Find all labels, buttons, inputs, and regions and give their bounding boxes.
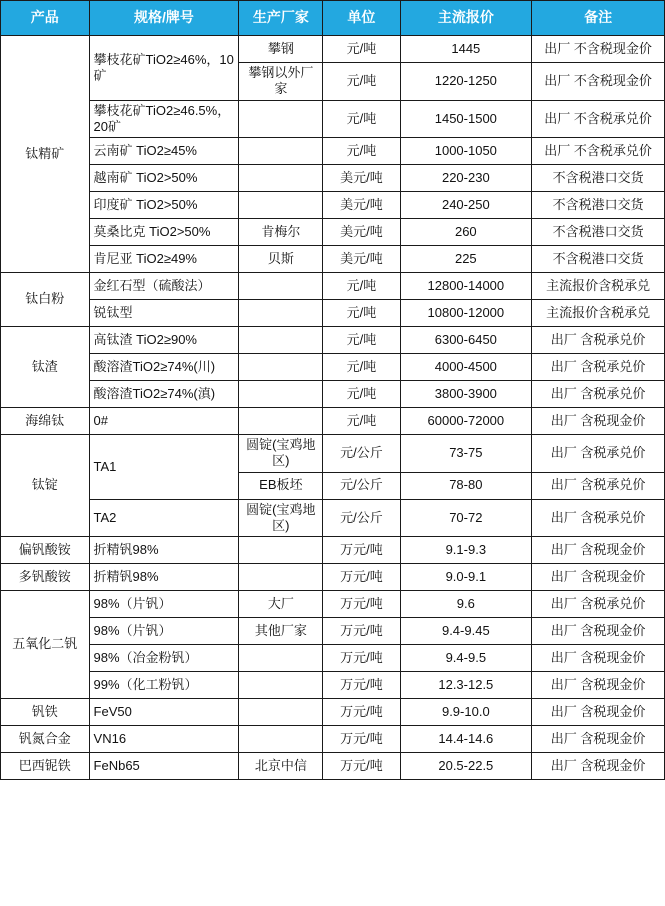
- cell-manufacturer: [239, 672, 323, 699]
- cell-manufacturer: [239, 564, 323, 591]
- cell-note: 出厂 含税现金价: [532, 564, 665, 591]
- cell-manufacturer: 圆锭(宝鸡地区): [239, 435, 323, 473]
- cell-product: 五氧化二钒: [1, 591, 90, 699]
- cell-price: 73-75: [400, 435, 532, 473]
- cell-price: 9.4-9.5: [400, 645, 532, 672]
- cell-spec: 莫桑比克 TiO2>50%: [89, 219, 239, 246]
- cell-product: 钛精矿: [1, 36, 90, 273]
- cell-price: 240-250: [400, 192, 532, 219]
- cell-product: 钛渣: [1, 327, 90, 408]
- table-row: [1, 300, 665, 327]
- cell-note: 不含税港口交货: [532, 165, 665, 192]
- cell-manufacturer: [239, 537, 323, 564]
- cell-note: 主流报价含税承兑: [532, 300, 665, 327]
- cell-product: 多钒酸铵: [1, 564, 90, 591]
- cell-price: 12.3-12.5: [400, 672, 532, 699]
- cell-note: 出厂 含税承兑价: [532, 499, 665, 537]
- cell-price: 4000-4500: [400, 354, 532, 381]
- cell-note: 出厂 含税承兑价: [532, 354, 665, 381]
- cell-price: 1220-1250: [400, 63, 532, 101]
- cell-unit: 万元/吨: [323, 726, 400, 753]
- table-row: [1, 435, 665, 473]
- table-row: [1, 36, 665, 63]
- table-row: [1, 246, 665, 273]
- cell-spec: 印度矿 TiO2>50%: [89, 192, 239, 219]
- cell-unit: 元/公斤: [323, 435, 400, 473]
- cell-price: 1000-1050: [400, 138, 532, 165]
- cell-price: 6300-6450: [400, 327, 532, 354]
- cell-price: 1450-1500: [400, 100, 532, 138]
- cell-price: 60000-72000: [400, 408, 532, 435]
- cell-price: 225: [400, 246, 532, 273]
- table-row: [1, 699, 665, 726]
- cell-manufacturer: 北京中信: [239, 753, 323, 780]
- cell-price: 20.5-22.5: [400, 753, 532, 780]
- cell-manufacturer: [239, 165, 323, 192]
- cell-note: 不含税港口交货: [532, 246, 665, 273]
- cell-manufacturer: [239, 138, 323, 165]
- cell-manufacturer: [239, 273, 323, 300]
- header-unit: 单位: [323, 1, 400, 36]
- cell-product: 偏钒酸铵: [1, 537, 90, 564]
- cell-spec: 越南矿 TiO2>50%: [89, 165, 239, 192]
- cell-price: 3800-3900: [400, 381, 532, 408]
- cell-spec: 酸溶渣TiO2≥74%(滇): [89, 381, 239, 408]
- cell-price: 9.6: [400, 591, 532, 618]
- table-row: [1, 672, 665, 699]
- table-row: [1, 645, 665, 672]
- cell-unit: 美元/吨: [323, 246, 400, 273]
- cell-spec: 锐钛型: [89, 300, 239, 327]
- cell-unit: 元/公斤: [323, 472, 400, 499]
- header-manufacturer: 生产厂家: [239, 1, 323, 36]
- cell-note: 出厂 含税承兑价: [532, 435, 665, 473]
- cell-manufacturer: [239, 354, 323, 381]
- cell-unit: 万元/吨: [323, 537, 400, 564]
- cell-unit: 元/吨: [323, 408, 400, 435]
- cell-spec: 攀枝花矿TiO2≥46.5%，20矿: [89, 100, 239, 138]
- table-row: [1, 618, 665, 645]
- table-header: [1, 1, 665, 36]
- cell-product: 钒铁: [1, 699, 90, 726]
- cell-unit: 元/吨: [323, 63, 400, 101]
- cell-price: 70-72: [400, 499, 532, 537]
- cell-note: 出厂 含税承兑价: [532, 472, 665, 499]
- header-note: 备注: [532, 1, 665, 36]
- table-row: [1, 408, 665, 435]
- cell-price: 14.4-14.6: [400, 726, 532, 753]
- cell-manufacturer: [239, 192, 323, 219]
- header-spec: 规格/牌号: [89, 1, 239, 36]
- cell-price: 9.9-10.0: [400, 699, 532, 726]
- cell-price: 9.0-9.1: [400, 564, 532, 591]
- cell-spec: TA1: [89, 435, 239, 500]
- cell-unit: 元/吨: [323, 36, 400, 63]
- cell-note: 出厂 不含税承兑价: [532, 138, 665, 165]
- cell-product: 钒氮合金: [1, 726, 90, 753]
- cell-spec: 肯尼亚 TiO2≥49%: [89, 246, 239, 273]
- cell-unit: 美元/吨: [323, 165, 400, 192]
- cell-manufacturer: 贝斯: [239, 246, 323, 273]
- cell-note: 主流报价含税承兑: [532, 273, 665, 300]
- cell-spec: TA2: [89, 499, 239, 537]
- cell-price: 12800-14000: [400, 273, 532, 300]
- cell-manufacturer: 大厂: [239, 591, 323, 618]
- table-row: [1, 753, 665, 780]
- cell-note: 出厂 含税现金价: [532, 672, 665, 699]
- cell-spec: 98%（片钒）: [89, 591, 239, 618]
- cell-product: 海绵钛: [1, 408, 90, 435]
- cell-unit: 元/吨: [323, 381, 400, 408]
- header-price: 主流报价: [400, 1, 532, 36]
- cell-note: 出厂 不含税现金价: [532, 36, 665, 63]
- cell-spec: VN16: [89, 726, 239, 753]
- cell-note: 出厂 不含税承兑价: [532, 100, 665, 138]
- cell-price: 78-80: [400, 472, 532, 499]
- cell-price: 1445: [400, 36, 532, 63]
- cell-unit: 万元/吨: [323, 672, 400, 699]
- cell-spec: 折精钒98%: [89, 564, 239, 591]
- cell-product: 巴西铌铁: [1, 753, 90, 780]
- cell-unit: 万元/吨: [323, 618, 400, 645]
- cell-spec: 攀枝花矿TiO2≥46%，10矿: [89, 36, 239, 101]
- cell-spec: 酸溶渣TiO2≥74%(川): [89, 354, 239, 381]
- cell-unit: 万元/吨: [323, 564, 400, 591]
- cell-unit: 万元/吨: [323, 753, 400, 780]
- table-row: [1, 192, 665, 219]
- cell-note: 出厂 含税现金价: [532, 753, 665, 780]
- cell-unit: 元/吨: [323, 138, 400, 165]
- cell-product: 钛锭: [1, 435, 90, 537]
- cell-manufacturer: EB板坯: [239, 472, 323, 499]
- table-body: [1, 36, 665, 780]
- cell-manufacturer: [239, 408, 323, 435]
- cell-spec: FeNb65: [89, 753, 239, 780]
- cell-note: 不含税港口交货: [532, 219, 665, 246]
- cell-note: 出厂 含税承兑价: [532, 327, 665, 354]
- cell-price: 9.1-9.3: [400, 537, 532, 564]
- cell-manufacturer: [239, 100, 323, 138]
- cell-product: 钛白粉: [1, 273, 90, 327]
- cell-price: 10800-12000: [400, 300, 532, 327]
- cell-manufacturer: [239, 381, 323, 408]
- cell-note: 出厂 含税现金价: [532, 408, 665, 435]
- table-row: [1, 138, 665, 165]
- cell-manufacturer: 其他厂家: [239, 618, 323, 645]
- cell-unit: 元/吨: [323, 327, 400, 354]
- cell-unit: 万元/吨: [323, 591, 400, 618]
- cell-manufacturer: 圆锭(宝鸡地区): [239, 499, 323, 537]
- cell-note: 出厂 含税现金价: [532, 537, 665, 564]
- table-row: [1, 165, 665, 192]
- cell-spec: 98%（冶金粉钒）: [89, 645, 239, 672]
- cell-manufacturer: [239, 699, 323, 726]
- table-row: [1, 381, 665, 408]
- table-row: [1, 327, 665, 354]
- header-product: 产品: [1, 1, 90, 36]
- cell-note: 出厂 含税现金价: [532, 699, 665, 726]
- cell-spec: 99%（化工粉钒）: [89, 672, 239, 699]
- cell-spec: 金红石型（硫酸法）: [89, 273, 239, 300]
- table-row: [1, 499, 665, 537]
- cell-spec: 折精钒98%: [89, 537, 239, 564]
- cell-manufacturer: 攀钢以外厂家: [239, 63, 323, 101]
- cell-unit: 美元/吨: [323, 192, 400, 219]
- cell-note: 出厂 不含税现金价: [532, 63, 665, 101]
- cell-unit: 元/吨: [323, 273, 400, 300]
- table-row: [1, 273, 665, 300]
- cell-note: 不含税港口交货: [532, 192, 665, 219]
- cell-spec: 云南矿 TiO2≥45%: [89, 138, 239, 165]
- header-row: [1, 1, 665, 36]
- cell-price: 220-230: [400, 165, 532, 192]
- cell-note: 出厂 含税现金价: [532, 618, 665, 645]
- cell-note: 出厂 含税现金价: [532, 645, 665, 672]
- table-row: [1, 537, 665, 564]
- cell-spec: 98%（片钒）: [89, 618, 239, 645]
- cell-unit: 元/吨: [323, 300, 400, 327]
- cell-spec: 高钛渣 TiO2≥90%: [89, 327, 239, 354]
- cell-note: 出厂 含税现金价: [532, 726, 665, 753]
- table-row: [1, 726, 665, 753]
- table-row: [1, 591, 665, 618]
- cell-manufacturer: [239, 327, 323, 354]
- cell-unit: 美元/吨: [323, 219, 400, 246]
- table-row: [1, 100, 665, 138]
- table-row: [1, 564, 665, 591]
- cell-unit: 元/吨: [323, 354, 400, 381]
- cell-note: 出厂 含税承兑价: [532, 381, 665, 408]
- cell-unit: 元/公斤: [323, 499, 400, 537]
- cell-unit: 万元/吨: [323, 645, 400, 672]
- table-row: [1, 219, 665, 246]
- cell-spec: 0#: [89, 408, 239, 435]
- cell-manufacturer: [239, 300, 323, 327]
- cell-manufacturer: [239, 645, 323, 672]
- cell-spec: FeV50: [89, 699, 239, 726]
- cell-manufacturer: 攀钢: [239, 36, 323, 63]
- cell-price: 9.4-9.45: [400, 618, 532, 645]
- table-row: [1, 354, 665, 381]
- cell-unit: 万元/吨: [323, 699, 400, 726]
- cell-manufacturer: [239, 726, 323, 753]
- cell-manufacturer: 肯梅尔: [239, 219, 323, 246]
- cell-unit: 元/吨: [323, 100, 400, 138]
- cell-note: 出厂 含税承兑价: [532, 591, 665, 618]
- cell-price: 260: [400, 219, 532, 246]
